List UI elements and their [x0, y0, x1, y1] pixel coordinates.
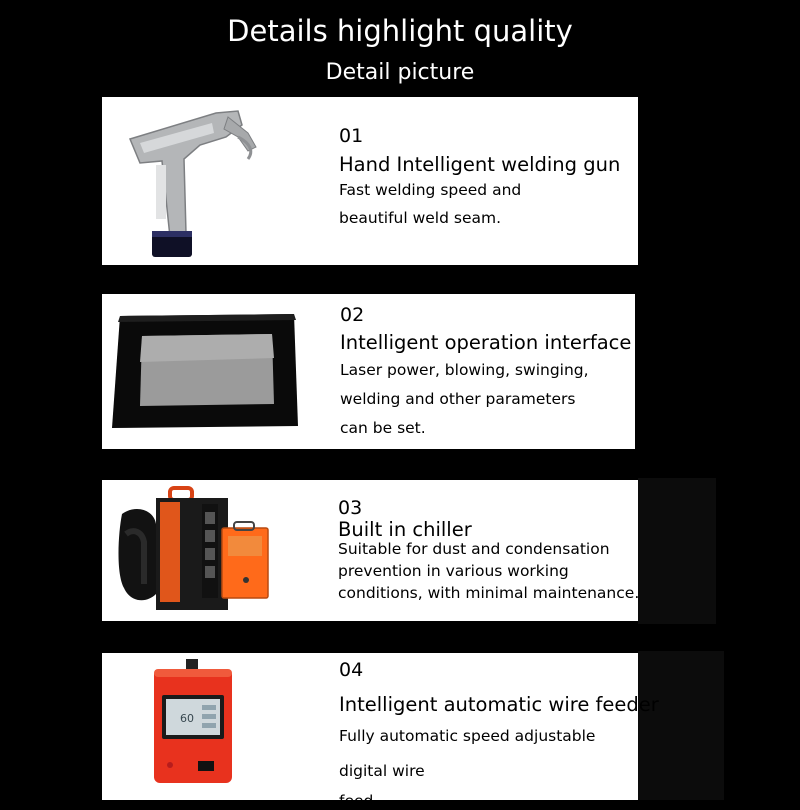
card-description-line: beautiful weld seam. [339, 209, 502, 227]
page-title: Details highlight quality [227, 14, 573, 48]
touch-screen-image [110, 312, 300, 428]
card-number: 03 [338, 497, 363, 519]
card-number: 02 [340, 304, 365, 326]
card-description-line: can be set. [340, 419, 426, 437]
detail-card-2 [102, 294, 635, 449]
detail-card-1 [102, 97, 638, 265]
card-description-line: conditions, with minimal maintenance. [338, 584, 640, 602]
card-title: Hand Intelligent welding gun [339, 153, 621, 176]
chiller-unit-image [116, 484, 286, 618]
card-description-line: welding and other parameters [340, 390, 576, 408]
card-description-line: prevention in various working [338, 562, 569, 580]
card-title: Intelligent automatic wire feeder [339, 693, 659, 716]
feeder-screen-value: 60 [180, 712, 194, 725]
card-description-line: Laser power, blowing, swinging, [340, 361, 589, 379]
card-description-line: Suitable for dust and condensation [338, 540, 610, 558]
card-description-line: feed [339, 792, 374, 810]
detail-card-4 [102, 653, 659, 810]
card-title: Built in chiller [338, 518, 472, 541]
detail-card-3 [102, 480, 638, 621]
wire-feeder-image [148, 657, 238, 787]
dark-side-panel [638, 478, 716, 624]
card-description-line: Fast welding speed and [339, 181, 522, 199]
card-description-line: Fully automatic speed adjustable [339, 727, 596, 745]
page-subtitle: Detail picture [325, 60, 475, 85]
card-title: Intelligent operation interface [340, 331, 632, 354]
dark-side-panel [638, 651, 724, 800]
card-description-line: digital wire [339, 762, 425, 780]
card-number: 04 [339, 659, 364, 681]
welding-gun-image [120, 103, 260, 261]
card-number: 01 [339, 125, 364, 147]
